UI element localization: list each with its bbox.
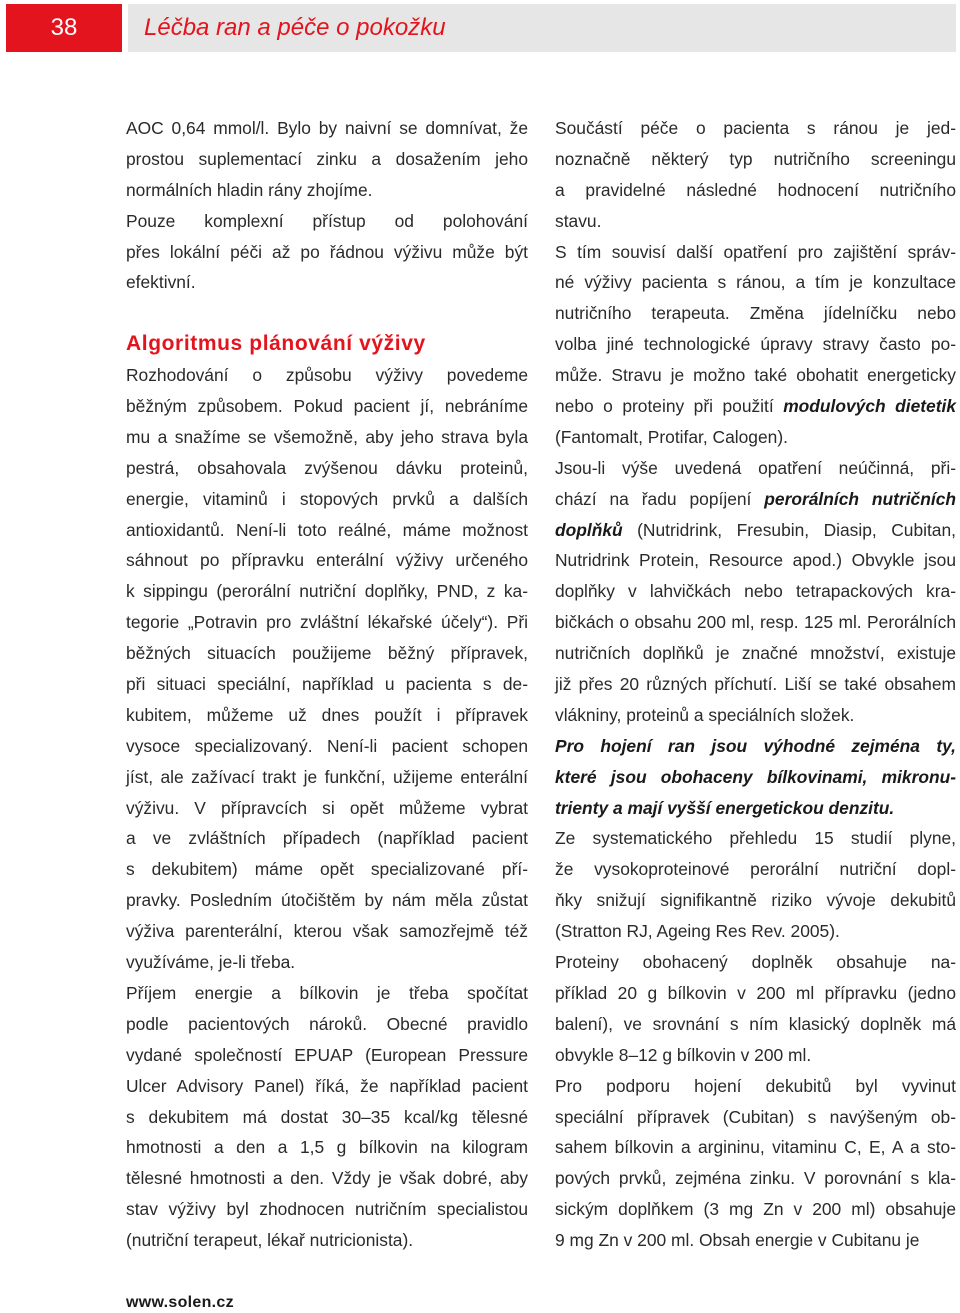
text-line: speciální přípravek (Cubitan) s navýšeným ob- xyxy=(555,1106,956,1127)
text-line: Součástí péče o pacienta s ránou je jed- xyxy=(555,118,956,138)
text-line: volba jiné technologické úpravy stravy často po- xyxy=(555,334,956,355)
emphasized-text: perorálních nutričních xyxy=(764,488,956,509)
text-line: nutričního terapeuta. Změna jídelníčku nebo xyxy=(555,303,956,324)
text-line: ňky snižují signifikantně riziko vývoje dekubitů xyxy=(555,890,956,911)
page-number: 38 xyxy=(6,4,122,52)
text-line: AOC 0,64 mmol/l. Bylo by naivní se domnívat, že xyxy=(126,118,528,138)
text-line: k sippingu (perorální nutriční doplňky, PND, z ka- xyxy=(126,581,528,602)
text-line: balení), ve srovnání s ním klasický doplněk má xyxy=(555,1013,956,1034)
left-text-column xyxy=(126,113,528,1256)
text-line: Pro podporu hojení dekubitů byl vyvinut xyxy=(555,1075,956,1096)
text-line: prostou suplementací zinku a dosažením jeho xyxy=(126,148,528,169)
footer-url: www.solen.cz xyxy=(126,1294,234,1311)
text-line: příklad 20 g bílkovin v 200 ml přípravku (jedno xyxy=(555,982,956,1003)
text-line: výživa parenterální, kterou však samozřejmě též xyxy=(126,921,528,942)
text-line: bičkách o obsahu 200 ml, resp. 125 ml. Perorálních xyxy=(555,612,956,633)
text-line: stavu. xyxy=(555,210,602,231)
text-line: efektivní. xyxy=(126,272,196,293)
text-line: při situaci speciální, například u pacienta s de- xyxy=(126,674,528,695)
text-line: Ze systematického přehledu 15 studií plyne, xyxy=(555,828,956,849)
text-line: (nutriční terapeut, lékař nutricionista). xyxy=(126,1230,414,1251)
text-line: které jsou obohaceny bílkovinami, mikronu- xyxy=(555,766,956,787)
text-line: nutričních doplňků je značné množství, existuje xyxy=(555,643,956,664)
text-line: stav výživy byl zhodnocen nutričním specialistou xyxy=(126,1199,528,1220)
text-line: již přes 20 různých příchutí. Liší se také obsahem xyxy=(555,674,956,695)
text-line: Jsou-li výše uvedená opatření neúčinná, při- xyxy=(555,457,956,478)
text-line: běžných situacích použijeme běžný přípravek, xyxy=(126,643,528,664)
text-line: normálních hladin rány zhojíme. xyxy=(126,179,373,200)
text-line: využíváme, je-li třeba. xyxy=(126,952,296,973)
text-line: Pouze komplexní přístup od polohování xyxy=(126,210,528,231)
text-line: Rozhodování o způsobu výživy povedeme xyxy=(126,365,528,386)
text-line: doplňky v lahvičkách nebo tetrapackových kra- xyxy=(555,581,956,602)
text-line: mu a snažíme se všemožně, aby jeho strava byla xyxy=(126,426,528,447)
text-line: (Stratton RJ, Ageing Res Rev. 2005). xyxy=(555,921,840,942)
text-line: že vysokoproteinové perorální nutriční dopl- xyxy=(555,859,956,880)
text-line: pravky. Posledním útočištěm by nám měla zůstat xyxy=(126,890,528,911)
text-line: běžným způsobem. Pokud pacient jí, nebráníme xyxy=(126,396,528,417)
text-line: může. Stravu je možno také obohatit energeticky xyxy=(555,365,956,386)
text-line: 9 mg Zn v 200 ml. Obsah energie v Cubitanu je xyxy=(555,1230,920,1251)
emphasized-text: modulových dietetik xyxy=(783,396,956,417)
text-line: (Fantomalt, Protifar, Calogen). xyxy=(555,426,788,447)
text-line xyxy=(555,515,956,546)
text-line: sickým doplňkem (3 mg Zn v 200 ml) obsahuje xyxy=(555,1199,956,1220)
text-line: pestrá, obsahovala zvýšenou dávku proteinů, xyxy=(126,457,528,478)
text-line: noznačně některý typ nutričního screeningu xyxy=(555,148,956,169)
section-heading: Algoritmus plánování výživy xyxy=(126,332,426,356)
text-line: a ve zvláštních případech (například pacient xyxy=(126,828,528,849)
text-line: Ulcer Advisory Panel) říká, že například pacient xyxy=(126,1075,528,1096)
emphasized-text: doplňků xyxy=(555,519,623,540)
text-line: antioxidantů. Není-li toto reálné, máme možnost xyxy=(126,519,528,540)
text-line: podle pacientových nároků. Obecné pravidlo xyxy=(126,1013,528,1034)
text-line: s dekubitem má dostat 30–35 kcal/kg tělesné xyxy=(126,1106,528,1127)
right-text-column xyxy=(555,113,956,1256)
text-line: Pro hojení ran jsou výhodné zejména ty, xyxy=(555,735,956,756)
text-line: energie, vitaminů i stopových prvků a dalších xyxy=(126,488,528,509)
text-line xyxy=(126,298,528,329)
chapter-title: Léčba ran a péče o pokožku xyxy=(128,4,956,52)
text-line: kubitem, můžeme už dnes použít i přípravek xyxy=(126,704,528,725)
text-line: s dekubitem) máme opět specializované pří- xyxy=(126,859,528,880)
text-line: výživu. V přípravcích si opět můžeme vybrat xyxy=(126,797,528,818)
text-line: tegorie „Potravin pro zvláštní lékařské účely“). Při xyxy=(126,612,528,633)
text-line: přes lokální péči až po řádnou výživu může být xyxy=(126,241,528,262)
text-line: obvykle 8–12 g bílkovin v 200 ml. xyxy=(555,1044,812,1065)
text-line: trienty a mají vyšší energetickou denzitu. xyxy=(555,797,895,818)
text-line: tělesné hmotnosti a den. Vždy je však dobré, aby xyxy=(126,1168,528,1189)
text-fragment: (Nutridrink, Fresubin, Diasip, Cubitan, xyxy=(622,519,956,540)
text-line: a pravidelné následné hodnocení nutričního xyxy=(555,179,956,200)
text-line: né výživy pacienta s ránou, a tím je konzultace xyxy=(555,272,956,293)
text-line: sahem bílkovin a argininu, vitaminu C, E, A a sto- xyxy=(555,1137,956,1158)
text-line: vydané společností EPUAP (European Pressure xyxy=(126,1044,528,1065)
text-line: Příjem energie a bílkovin je třeba spočítat xyxy=(126,982,528,1003)
text-line: chází na řadu popíjení perorálních nutričních xyxy=(555,488,956,509)
page-header xyxy=(4,4,956,52)
text-line: sáhnout po přípravku enterální výživy určeného xyxy=(126,550,528,571)
text-line: nebo o proteiny při použití modulových dietetik xyxy=(555,396,956,417)
text-line: S tím souvisí další opatření pro zajištění správ- xyxy=(555,241,956,262)
text-line: pových prvků, zejména zinku. V porovnání s kla- xyxy=(555,1168,956,1189)
text-line: vlákniny, proteinů a speciálních složek. xyxy=(555,704,855,725)
text-line: jíst, ale zažívací trakt je funkční, užijeme enterální xyxy=(126,766,528,787)
text-line: Nutridrink Protein, Resource apod.) Obvykle jsou xyxy=(555,550,956,571)
text-line: hmotnosti a den a 1,5 g bílkovin na kilogram xyxy=(126,1137,528,1158)
text-line: vysoce specializovaný. Není-li pacient schopen xyxy=(126,735,528,756)
text-line: Proteiny obohacený doplněk obsahuje na- xyxy=(555,952,956,973)
